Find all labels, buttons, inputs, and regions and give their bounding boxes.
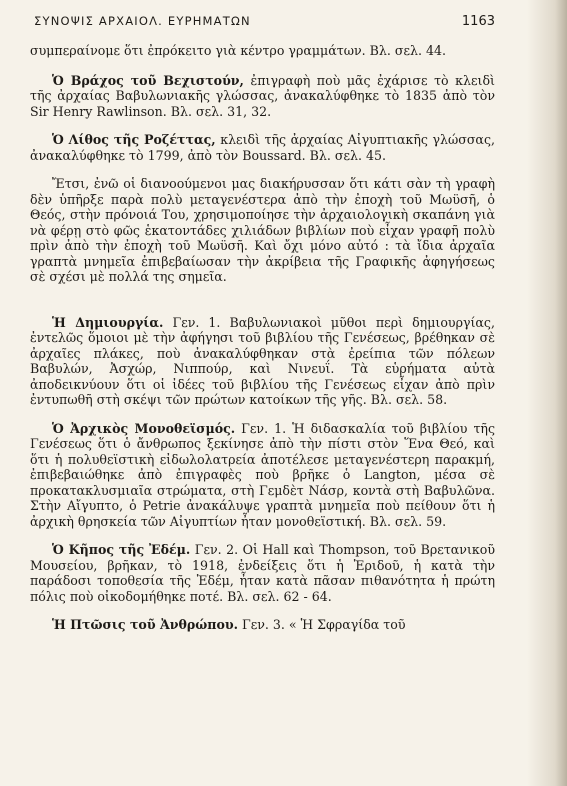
paragraph-summary xyxy=(30,176,495,285)
paragraph-text: Γεν. 2. Οἱ Hall καὶ Thompson, τοῦ Βρετανικοῦ Μουσείου, βρῆκαν, τὸ 1918, ἐνδείξεις ὅτι ἡ Ἐριδοῦ, ἡ κατὰ τὴν παράδοσι τοποθεσία τῆς Ἐδέμ, ἦταν κατὰ πᾶσαν πιθανότητα ἡ πρώτη πόλις ποὺ οἰκοδομήθηκε ποτέ. Βλ. σελ. 62 - 64. xyxy=(30,542,495,604)
paragraph-text: συμπεραίνομε ὅτι ἐπρόκειτο γιὰ κέντρο γραμμάτων. Βλ. σελ. 44. xyxy=(30,43,446,58)
entry-title: Ὁ Ἀρχικὸς Μονοθεϊσμός. xyxy=(52,420,236,436)
entry-title: Ὁ Κῆπος τῆς Ἐδέμ. xyxy=(52,542,191,557)
paragraph-monotheism xyxy=(30,421,495,530)
paragraph-text: Γεν. 3. « Ἡ Σφραγίδα τοῦ xyxy=(237,617,406,632)
paragraph-text: Ἔτσι, ἐνῶ οἱ διανοούμενοι μας διακήρυσσαν ὅτι κάτι σὰν τὴ γραφὴ δὲν ὑπῆρξε παρὰ πολὺ μεταγενέστερα ἀπὸ τὴν ἐποχὴ τοῦ Μωϋσῆ, ὁ Θεός, στὴν πρόνοιά Του, χρησιμοποίησε τὴν ἀρχαιολογικὴ σκαπάνη γιὰ νὰ φέρῃ στὸ φῶς ἑκατοντάδες χιλιάδων βιβλίων ποὺ εἶχαν γραφῆ πολὺ πρὶν ἀπὸ τὴν ἐποχὴ τοῦ Μωϋσῆ. Καὶ ὄχι μόνο αὐτό : τὰ ἴδια ἀρχαῖα γραπτὰ μνημεῖα ἐπιβεβαίωσαν τὴν ἀκρίβεια τῆς Γραφικῆς ἀφηγήσεως σὲ σχέσι μὲ πολλά της σημεῖα. xyxy=(30,176,495,284)
paragraph-behistun-rock xyxy=(30,73,495,120)
entry-title: Ἡ Πτῶσις τοῦ Ἀνθρώπου. xyxy=(52,617,238,632)
running-head xyxy=(34,14,495,29)
paragraph-creation xyxy=(30,315,495,408)
paragraph-text: Γεν. 1. Ἡ διδασκαλία τοῦ βιβλίου τῆς Γενέσεως ὅτι ὁ ἄνθρωπος ξεκίνησε ἀπὸ τὴν πίστι στὸν Ἕνα Θεό, καὶ ὅτι ἡ πολυθεϊστικὴ εἰδωλολατρεία ἀποτέλεσε μεταγενέστερη παρακμή, ἐπιβεβαιώθηκε ἀπὸ ἐπιγραφὲς ποὺ βρῆκε ὁ Langton, μέσα σὲ προκατακλυσμιαῖα στρώματα, στὴ Γεμδὲτ Νάσρ, κοντὰ στὴ Βαβυλῶνα. Στὴν Αἴγυπτο, ὁ Petrie ἀνακάλυψε γραπτὰ μνημεῖα ποὺ πείθουν ὅτι ἡ ἀρχικὴ θρησκεία τῶν Αἰγυπτίων ἦταν μονοθεϊστική. Βλ. σελ. 59. xyxy=(30,420,496,529)
paragraph-text: ἐπιγραφὴ ποὺ μᾶς ἐχάρισε τὸ κλειδὶ τῆς ἀρχαίας Βαβυλωνιακῆς γλώσσας, ἀνακαλύφθηκε τὸ 1835 ἀπὸ τὸν Sir Henry Rawlinson. Βλ. σελ. 31, 32. xyxy=(30,72,495,119)
running-head-title: ΣΥΝΟΨΙΣ ΑΡΧΑΙΟΛ. ΕΥΡΗΜΑΤΩΝ xyxy=(34,14,251,28)
paragraph-fall-of-man xyxy=(30,617,495,633)
paragraph-garden-of-eden xyxy=(30,542,495,604)
page-number: 1163 xyxy=(461,14,495,29)
page-gutter-shadow xyxy=(527,0,567,786)
paragraph-text: Γεν. 1. Βαβυλωνιακοὶ μῦθοι περὶ δημιουργίας, ἐντελῶς ὅμοιοι μὲ τὴν ἀφήγησι τοῦ βιβλίου τῆς Γενέσεως, βρέθηκαν σὲ ἀρχαῖες πλάκες, ποὺ ἀνακαλύφθηκαν στὰ ἐρείπια τῶν πόλεων Βαβυλών, Ἀσχώρ, Νιππούρ, καὶ Νινευΐ. Τὰ εὑρήματα αὐτὰ ἀποδεικνύουν ὅτι οἱ ἰδέες τοῦ βιβλίου τῆς Γενέσεως εἶχαν ἀπὸ πρὶν ἐντυπωθῆ στὴ σκέψι τῶν πρώτων κατοίκων τῆς γῆς. Βλ. σελ. 58. xyxy=(30,314,495,407)
paragraph-rosetta-stone xyxy=(30,132,495,163)
entry-title: Ἡ Δημιουργία. xyxy=(52,314,164,330)
entry-title: Ὁ Λίθος τῆς Ροζέττας, xyxy=(52,132,216,147)
paragraph-text: κλειδὶ τῆς ἀρχαίας Αἰγυπτιακῆς γλώσσας, ἀνακαλύφθηκε τὸ 1799, ἀπὸ τὸν Boussard. Βλ. σελ. 45. xyxy=(30,132,495,163)
entry-title: Ὁ Βράχος τοῦ Βεχιστούν, xyxy=(52,72,244,88)
paragraph-continuation xyxy=(30,43,495,59)
